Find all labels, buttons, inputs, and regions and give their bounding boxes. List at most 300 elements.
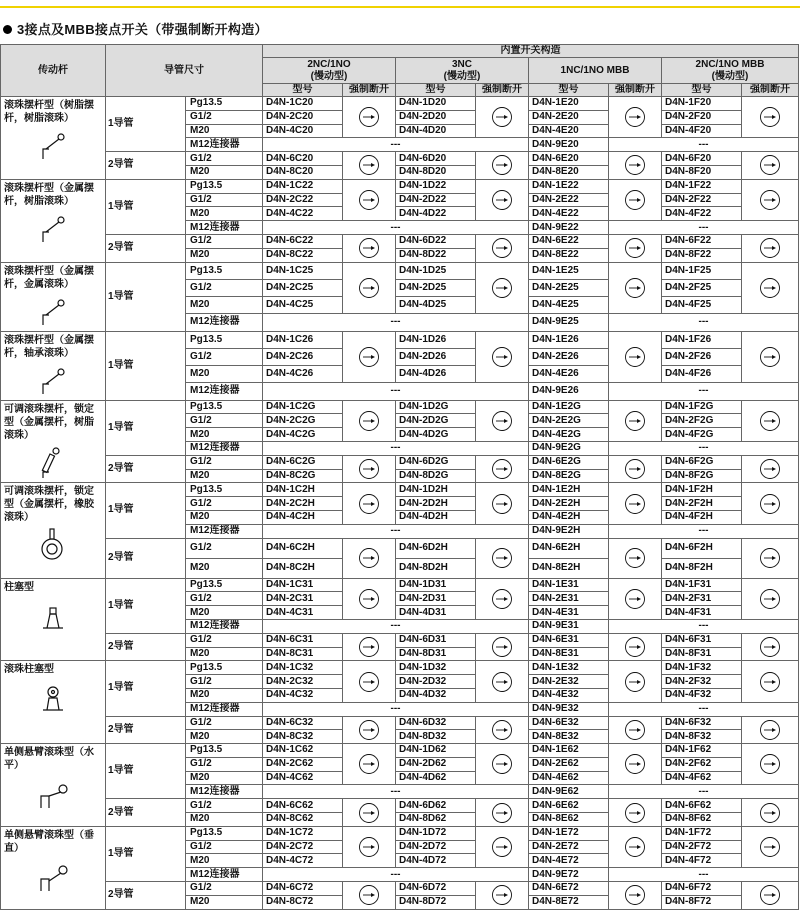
model-number: D4N-2D31	[396, 592, 476, 606]
model-number: D4N-1D62	[396, 744, 476, 758]
forced-opening-cell	[343, 483, 396, 524]
model-number: D4N-6F2H	[662, 538, 742, 558]
model-number: D4N-9E22	[529, 221, 609, 235]
thread-size: M20	[186, 469, 263, 483]
forced-opening-cell	[742, 262, 799, 314]
one-way-roller-arm-vertical-icon	[35, 859, 71, 893]
forced-opening-cell	[609, 633, 662, 661]
model-number: D4N-2D26	[396, 348, 476, 365]
forced-opening-symbol-icon	[759, 753, 781, 775]
forced-opening-symbol-icon	[759, 719, 781, 741]
type-sub: (慢动型)	[443, 70, 481, 82]
thread-size: M12连接器	[186, 619, 263, 633]
model-number: D4N-8D31	[396, 647, 476, 661]
forced-opening-cell	[609, 262, 662, 314]
forced-opening-cell	[476, 799, 529, 827]
conduit-count: 2导管	[106, 633, 186, 661]
model-number: D4N-4F31	[662, 606, 742, 620]
model-number: D4N-2E32	[529, 675, 609, 689]
forced-opening-cell	[343, 633, 396, 661]
model-number: D4N-4E2G	[529, 428, 609, 442]
forced-opening-symbol-icon	[491, 588, 513, 610]
model-number: D4N-4D2G	[396, 428, 476, 442]
model-number: D4N-2C20	[263, 110, 343, 124]
table-row	[1, 483, 799, 497]
forced-opening-symbol-icon	[358, 802, 380, 824]
model-number: D4N-2F22	[662, 193, 742, 207]
model-number: D4N-2D2H	[396, 497, 476, 511]
type-sub: (慢动型)	[310, 70, 348, 82]
forced-opening-cell	[476, 826, 529, 867]
thread-size: G1/2	[186, 757, 263, 771]
thread-size: G1/2	[186, 840, 263, 854]
thread-size: M12连接器	[186, 524, 263, 538]
model-number: D4N-1C2H	[263, 483, 343, 497]
model-number: D4N-8C20	[263, 165, 343, 179]
model-number: D4N-9E20	[529, 138, 609, 152]
type-name: 1NC/1NO MBB	[560, 64, 630, 76]
header-force: 强制断开	[476, 84, 529, 97]
model-number: D4N-8F62	[662, 813, 742, 827]
model-number: D4N-8F22	[662, 248, 742, 262]
forced-opening-cell	[476, 331, 529, 383]
model-number: D4N-4C72	[263, 854, 343, 868]
model-number: D4N-2F2H	[662, 497, 742, 511]
forced-opening-symbol-icon	[759, 636, 781, 658]
model-number: D4N-8F2G	[662, 469, 742, 483]
forced-opening-symbol-icon	[491, 106, 513, 128]
forced-opening-cell	[609, 661, 662, 702]
forced-opening-symbol-icon	[624, 493, 646, 515]
forced-opening-cell	[742, 331, 799, 383]
forced-opening-cell	[343, 716, 396, 744]
model-number: D4N-6F20	[662, 152, 742, 166]
forced-opening-cell	[343, 538, 396, 578]
forced-opening-cell	[343, 97, 396, 138]
conduit-count: 1导管	[106, 826, 186, 881]
forced-opening-cell	[742, 716, 799, 744]
table-row	[1, 799, 799, 813]
forced-opening-symbol-icon	[358, 346, 380, 368]
forced-opening-cell	[476, 179, 529, 220]
forced-opening-symbol-icon	[491, 884, 513, 906]
model-number: D4N-2C72	[263, 840, 343, 854]
thread-size: Pg13.5	[186, 826, 263, 840]
header-force: 强制断开	[742, 84, 799, 97]
lever-name: 滚珠摆杆型（树脂摆杆，树脂滚珠）	[4, 100, 94, 124]
thread-size: M20	[186, 730, 263, 744]
model-number: D4N-4C26	[263, 366, 343, 383]
thread-size: M12连接器	[186, 138, 263, 152]
lever-cell	[1, 578, 106, 661]
forced-opening-cell	[609, 179, 662, 220]
thread-size: G1/2	[186, 675, 263, 689]
model-number: D4N-8C32	[263, 730, 343, 744]
not-available-cell: ---	[609, 868, 799, 882]
top-rule	[0, 6, 800, 8]
model-number: D4N-6D2G	[396, 455, 476, 469]
model-number: D4N-8D22	[396, 248, 476, 262]
lever-cell	[1, 661, 106, 744]
model-number: D4N-4D25	[396, 297, 476, 314]
plunger-icon	[35, 598, 71, 632]
model-number: D4N-2F32	[662, 675, 742, 689]
forced-opening-cell	[476, 744, 529, 785]
forced-opening-cell	[476, 97, 529, 138]
model-number: D4N-6C22	[263, 234, 343, 248]
forced-opening-cell	[609, 331, 662, 383]
conduit-count: 2导管	[106, 716, 186, 744]
model-number: D4N-8D20	[396, 165, 476, 179]
model-number: D4N-6F62	[662, 799, 742, 813]
thread-size: Pg13.5	[186, 331, 263, 348]
model-number: D4N-6D2H	[396, 538, 476, 558]
conduit-count: 1导管	[106, 400, 186, 455]
thread-size: G1/2	[186, 152, 263, 166]
forced-opening-symbol-icon	[624, 802, 646, 824]
type-name: 2NC/1NO	[307, 58, 351, 70]
header-type-3nc	[396, 58, 529, 84]
forced-opening-cell	[476, 538, 529, 578]
model-number: D4N-4C22	[263, 207, 343, 221]
model-number: D4N-8D72	[396, 895, 476, 909]
not-available-cell: ---	[263, 619, 529, 633]
model-number: D4N-2C2G	[263, 414, 343, 428]
section-title-text: 3接点及MBB接点开关（带强制断开构造）	[17, 22, 268, 37]
lever-name: 可调滚珠摆杆，锁定型（金属摆杆，树脂滚珠）	[4, 403, 94, 441]
not-available-cell: ---	[263, 138, 529, 152]
forced-opening-cell	[742, 179, 799, 220]
model-number: D4N-2C32	[263, 675, 343, 689]
forced-opening-symbol-icon	[491, 154, 513, 176]
model-number: D4N-6F31	[662, 633, 742, 647]
model-number: D4N-4D2H	[396, 510, 476, 524]
thread-size: M20	[186, 366, 263, 383]
type-name: 3NC	[451, 58, 472, 70]
model-number: D4N-9E32	[529, 702, 609, 716]
model-number: D4N-4E62	[529, 771, 609, 785]
model-number: D4N-4C2G	[263, 428, 343, 442]
forced-opening-cell	[742, 483, 799, 524]
not-available-cell: ---	[263, 314, 529, 331]
model-number: D4N-8E2H	[529, 558, 609, 578]
table-row	[1, 538, 799, 558]
forced-opening-symbol-icon	[491, 346, 513, 368]
header-model: 型号	[529, 84, 609, 97]
lever-name: 滚珠摆杆型（金属摆杆，树脂滚珠）	[4, 182, 94, 207]
thread-size: M20	[186, 647, 263, 661]
conduit-count: 1导管	[106, 578, 186, 633]
forced-opening-symbol-icon	[358, 636, 380, 658]
forced-opening-symbol-icon	[624, 671, 646, 693]
model-number: D4N-4E32	[529, 688, 609, 702]
model-number: D4N-6E2H	[529, 538, 609, 558]
model-number: D4N-6C31	[263, 633, 343, 647]
thread-size: M20	[186, 813, 263, 827]
model-number: D4N-2F25	[662, 279, 742, 296]
model-number: D4N-1D2G	[396, 400, 476, 414]
model-number: D4N-1E2H	[529, 483, 609, 497]
thread-size: M12连接器	[186, 221, 263, 235]
model-number: D4N-2F72	[662, 840, 742, 854]
lever-cell	[1, 262, 106, 331]
roller-lever-icon	[35, 212, 71, 246]
thread-size: M12连接器	[186, 868, 263, 882]
model-number: D4N-4C32	[263, 688, 343, 702]
model-number: D4N-1D72	[396, 826, 476, 840]
model-number: D4N-4F62	[662, 771, 742, 785]
forced-opening-cell	[343, 455, 396, 483]
thread-size: M20	[186, 854, 263, 868]
thread-size: G1/2	[186, 716, 263, 730]
thread-size: G1/2	[186, 882, 263, 896]
model-number: D4N-4E31	[529, 606, 609, 620]
header-force: 强制断开	[343, 84, 396, 97]
thread-size: M12连接器	[186, 441, 263, 455]
forced-opening-symbol-icon	[358, 493, 380, 515]
forced-opening-symbol-icon	[759, 458, 781, 480]
header-switch-group: 内置开关构造	[263, 45, 799, 58]
model-number: D4N-4C20	[263, 124, 343, 138]
model-number: D4N-2D22	[396, 193, 476, 207]
forced-opening-cell	[343, 152, 396, 180]
model-number: D4N-6E20	[529, 152, 609, 166]
model-number: D4N-6E2G	[529, 455, 609, 469]
forced-opening-symbol-icon	[624, 189, 646, 211]
lever-name: 单侧悬臂滚珠型（水平）	[4, 747, 94, 772]
forced-opening-symbol-icon	[624, 458, 646, 480]
model-number: D4N-2D25	[396, 279, 476, 296]
forced-opening-cell	[609, 538, 662, 578]
forced-opening-cell	[742, 826, 799, 867]
thread-size: G1/2	[186, 538, 263, 558]
thread-size: Pg13.5	[186, 483, 263, 497]
forced-opening-symbol-icon	[358, 237, 380, 259]
model-number: D4N-6D22	[396, 234, 476, 248]
conduit-count: 1导管	[106, 262, 186, 331]
model-number: D4N-1F26	[662, 331, 742, 348]
model-number: D4N-2F62	[662, 757, 742, 771]
model-number: D4N-2E2H	[529, 497, 609, 511]
header-type-2nc1no	[263, 58, 396, 84]
model-number: D4N-2D2G	[396, 414, 476, 428]
thread-size: M20	[186, 558, 263, 578]
forced-opening-cell	[343, 661, 396, 702]
header-conduit: 导管尺寸	[106, 45, 263, 97]
model-number: D4N-6E32	[529, 716, 609, 730]
not-available-cell: ---	[609, 524, 799, 538]
model-number: D4N-1F32	[662, 661, 742, 675]
forced-opening-symbol-icon	[624, 719, 646, 741]
model-number: D4N-1C62	[263, 744, 343, 758]
model-number: D4N-2F26	[662, 348, 742, 365]
table-row	[1, 455, 799, 469]
header-model: 型号	[662, 84, 742, 97]
table-row	[1, 179, 799, 193]
forced-opening-symbol-icon	[759, 588, 781, 610]
forced-opening-symbol-icon	[624, 547, 646, 569]
model-number: D4N-1D20	[396, 97, 476, 111]
model-number: D4N-6D62	[396, 799, 476, 813]
lever-cell	[1, 179, 106, 262]
model-number: D4N-4D62	[396, 771, 476, 785]
forced-opening-cell	[609, 400, 662, 441]
conduit-count: 1导管	[106, 331, 186, 400]
model-number: D4N-1C26	[263, 331, 343, 348]
forced-opening-symbol-icon	[624, 237, 646, 259]
model-number: D4N-2D20	[396, 110, 476, 124]
lever-cell	[1, 331, 106, 400]
model-number: D4N-1C2G	[263, 400, 343, 414]
model-number: D4N-1F20	[662, 97, 742, 111]
model-number: D4N-8E72	[529, 895, 609, 909]
model-number: D4N-2F2G	[662, 414, 742, 428]
forced-opening-cell	[343, 262, 396, 314]
model-number: D4N-4F2H	[662, 510, 742, 524]
model-number: D4N-2C62	[263, 757, 343, 771]
table-row	[1, 578, 799, 592]
model-number: D4N-1E32	[529, 661, 609, 675]
table-row	[1, 262, 799, 279]
model-number: D4N-1E22	[529, 179, 609, 193]
model-number: D4N-8C72	[263, 895, 343, 909]
model-number: D4N-4C25	[263, 297, 343, 314]
forced-opening-cell	[609, 744, 662, 785]
model-number: D4N-9E25	[529, 314, 609, 331]
model-number: D4N-8E22	[529, 248, 609, 262]
forced-opening-cell	[343, 578, 396, 619]
model-number: D4N-2C25	[263, 279, 343, 296]
forced-opening-symbol-icon	[491, 636, 513, 658]
header-lever: 传动杆	[1, 45, 106, 97]
model-number: D4N-6C72	[263, 882, 343, 896]
model-number: D4N-6E62	[529, 799, 609, 813]
type-sub: (慢动型)	[711, 70, 749, 82]
model-number: D4N-1F62	[662, 744, 742, 758]
thread-size: M20	[186, 428, 263, 442]
forced-opening-symbol-icon	[358, 189, 380, 211]
forced-opening-cell	[476, 455, 529, 483]
thread-size: Pg13.5	[186, 262, 263, 279]
forced-opening-cell	[742, 882, 799, 910]
model-number: D4N-4F22	[662, 207, 742, 221]
forced-opening-cell	[343, 744, 396, 785]
conduit-count: 2导管	[106, 455, 186, 483]
thread-size: Pg13.5	[186, 179, 263, 193]
lever-name: 滚珠柱塞型	[4, 664, 54, 676]
model-number: D4N-6F32	[662, 716, 742, 730]
thread-size: G1/2	[186, 497, 263, 511]
roller-plunger-icon	[35, 680, 71, 714]
forced-opening-symbol-icon	[491, 719, 513, 741]
forced-opening-cell	[742, 799, 799, 827]
conduit-count: 1导管	[106, 744, 186, 799]
table-row	[1, 661, 799, 675]
model-number: D4N-6E31	[529, 633, 609, 647]
model-number: D4N-9E31	[529, 619, 609, 633]
conduit-count: 1导管	[106, 483, 186, 538]
model-number: D4N-2E25	[529, 279, 609, 296]
header-model: 型号	[396, 84, 476, 97]
model-number: D4N-1C72	[263, 826, 343, 840]
model-number: D4N-2D62	[396, 757, 476, 771]
forced-opening-cell	[742, 661, 799, 702]
model-number: D4N-1F31	[662, 578, 742, 592]
forced-opening-symbol-icon	[759, 277, 781, 299]
model-number: D4N-6E22	[529, 234, 609, 248]
model-number: D4N-2E72	[529, 840, 609, 854]
forced-opening-symbol-icon	[759, 154, 781, 176]
table-row	[1, 826, 799, 840]
thread-size: G1/2	[186, 110, 263, 124]
lever-cell	[1, 97, 106, 180]
table-row	[1, 744, 799, 758]
model-number: D4N-4F2G	[662, 428, 742, 442]
thread-size: Pg13.5	[186, 744, 263, 758]
lever-cell	[1, 744, 106, 827]
lever-name: 柱塞型	[4, 581, 34, 593]
table-row	[1, 234, 799, 248]
conduit-count: 1导管	[106, 661, 186, 716]
forced-opening-cell	[476, 716, 529, 744]
thread-size: M20	[186, 895, 263, 909]
forced-opening-symbol-icon	[358, 458, 380, 480]
not-available-cell: ---	[609, 138, 799, 152]
forced-opening-symbol-icon	[624, 753, 646, 775]
forced-opening-symbol-icon	[491, 547, 513, 569]
lever-name: 滚珠摆杆型（金属摆杆，金属滚珠）	[4, 265, 94, 290]
model-number: D4N-4D22	[396, 207, 476, 221]
model-number: D4N-9E2G	[529, 441, 609, 455]
model-number: D4N-1D26	[396, 331, 476, 348]
forced-opening-cell	[343, 331, 396, 383]
lever-name: 可调滚珠摆杆，锁定型（金属摆杆，橡胶滚珠）	[4, 486, 94, 524]
model-number: D4N-9E72	[529, 868, 609, 882]
forced-opening-cell	[742, 152, 799, 180]
not-available-cell: ---	[263, 785, 529, 799]
model-number: D4N-8D62	[396, 813, 476, 827]
model-number: D4N-1C31	[263, 578, 343, 592]
conduit-count: 1导管	[106, 97, 186, 152]
model-number: D4N-1D25	[396, 262, 476, 279]
model-number: D4N-8C2H	[263, 558, 343, 578]
model-number: D4N-6D31	[396, 633, 476, 647]
thread-size: M12连接器	[186, 702, 263, 716]
table-row	[1, 152, 799, 166]
forced-opening-symbol-icon	[759, 547, 781, 569]
forced-opening-cell	[476, 234, 529, 262]
forced-opening-cell	[742, 744, 799, 785]
model-number: D4N-8C31	[263, 647, 343, 661]
model-number: D4N-2E2G	[529, 414, 609, 428]
model-number: D4N-6C62	[263, 799, 343, 813]
forced-opening-cell	[609, 483, 662, 524]
forced-opening-symbol-icon	[491, 836, 513, 858]
one-way-roller-arm-horizontal-icon	[35, 776, 71, 810]
forced-opening-cell	[742, 633, 799, 661]
thread-size: M20	[186, 248, 263, 262]
lever-cell	[1, 400, 106, 483]
not-available-cell: ---	[609, 619, 799, 633]
model-number: D4N-1F22	[662, 179, 742, 193]
model-number: D4N-1F25	[662, 262, 742, 279]
forced-opening-symbol-icon	[358, 154, 380, 176]
thread-size: M12连接器	[186, 314, 263, 331]
model-number: D4N-1D22	[396, 179, 476, 193]
forced-opening-symbol-icon	[624, 636, 646, 658]
header-force: 强制断开	[609, 84, 662, 97]
not-available-cell: ---	[263, 868, 529, 882]
